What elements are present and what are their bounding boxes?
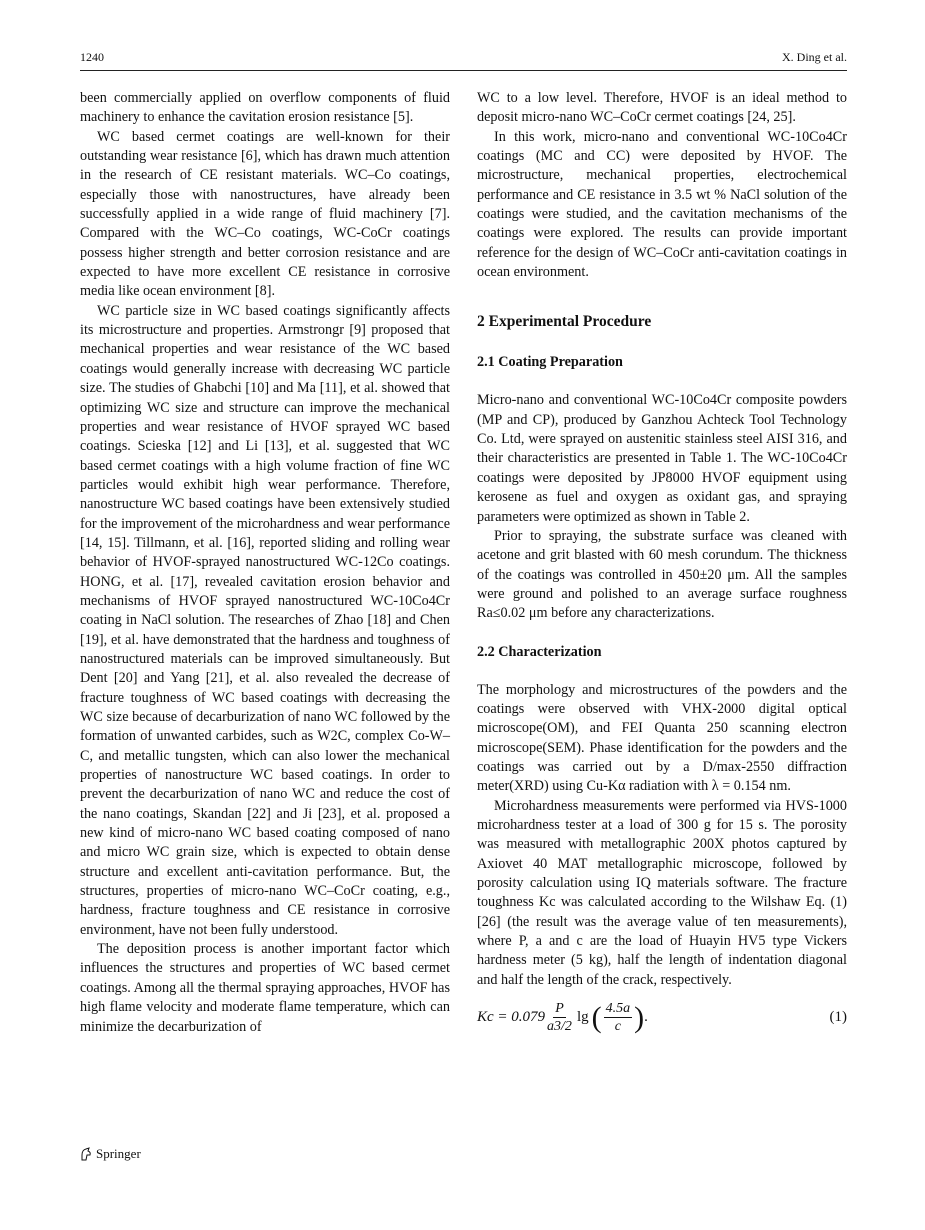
left-column	[80, 89, 450, 1037]
subsection-heading: 2.1 Coating Preparation	[477, 354, 623, 371]
paragraph: Prior to spraying, the substrate surface was cleaned with acetone and grit blasted with 60 mesh corundum. The thickness of the coatings was controlled in 450±20 μm. All the samples were ground and polished to an average surface roughness Ra≤0.02 μm before any characterizations.	[477, 527, 847, 622]
section-heading: 2 Experimental Procedure	[477, 313, 652, 331]
paragraph: The deposition process is another important factor which influences the structures and properties of WC based cermet coatings. Among all the thermal spraying approaches, HVOF has high flame velocity and moderate flame temperature, which can minimize the decarburization of	[80, 941, 450, 1035]
paragraph: The morphology and microstructures of the powders and the coatings were observed with VHX-2000 digital optical microscope(OM), and FEI Quanta 250 scanning electron microscope(SEM). Phase identification for the powders and the coatings was carried out by a D/max-2550 diffraction meter(XRD) using Cu-Kα radiation with λ = 0.154 nm.	[477, 681, 847, 795]
page-header	[80, 50, 847, 70]
fraction-denominator: c	[614, 1019, 621, 1035]
paragraph: Micro-nano and conventional WC-10Co4Cr composite powders (MP and CP), produced by Ganzhou Achteck Tool Technology Co. Ltd, were sprayed on austenitic stainless steel AISI 316, and their characteristics are presented in Table 1. The WC-10Co4Cr coatings were deposited by JP8000 HVOF equipment using kerosene as fuel and oxygen as oxidant gas, and spraying parameters were optimized as shown in Table 2.	[477, 392, 847, 525]
paragraph: WC based cermet coatings are well-known for their outstanding wear resistance [6], which has drawn much attention in the research of CE resistant materials. WC–Co coatings, especially those with nanostructures, have already been successfully applied in a wide range of fluid machinery [7]. Compared with the WC–Co coatings, WC-CoCr coatings possess higher strength and better corrosion resistance and are expected to have more excellent CE resistance in corrosive media like ocean environment [8].	[80, 128, 450, 300]
paragraph: Microhardness measurements were performed via HVS-1000 microhardness tester at a load of 300 g for 15 s. The porosity was measured with metallographic 200X photos captured by Axiovet 40 MAT metallographic microscope, followed by porosity calculation using IQ materials software. The fracture toughness Kc was calculated according to the Wilshaw Eq. (1) [26] (the result was the average value of ten measurements), where P, a and c are the load of Huayin HV5 type Vickers hardness meter (5 kg), half the length of indentation diagonal and half the length of the crack, respectively.	[477, 797, 847, 988]
right-column	[477, 89, 847, 1038]
running-authors: X. Ding et al.	[782, 50, 847, 64]
left-paren-icon: (	[591, 1000, 602, 1034]
subsection-heading: 2.2 Characterization	[477, 643, 602, 660]
header-rule	[80, 70, 847, 71]
fraction-numerator: 4.5a	[605, 1001, 631, 1017]
page-footer	[80, 1146, 141, 1162]
springer-horse-icon	[80, 1147, 92, 1161]
equation-lhs: Kc = 0.079	[477, 1008, 546, 1025]
right-paren-icon: )	[634, 1000, 645, 1034]
equation	[477, 998, 847, 1038]
log-operator: lg	[576, 1008, 589, 1025]
paragraph: In this work, micro-nano and conventional WC-10Co4Cr coatings (MC and CC) were deposited by HVOF. The microstructure, mechanical properties, electrochemical performance and CE resistance in 3.5 wt % NaCl solution of the coatings were studied, and the cavitation mechanisms of the coatings were explored. The results can provide important reference for the design of WC–CoCr anti-cavitation coatings in ocean environment.	[477, 128, 847, 281]
fraction-ratio	[604, 1000, 633, 1035]
page-number: 1240	[80, 50, 104, 64]
publisher-name: Springer	[96, 1146, 141, 1161]
equation-number: (1)	[829, 1009, 847, 1026]
fraction-denominator: a3/2	[547, 1019, 572, 1035]
fraction-numerator: P	[555, 1001, 564, 1017]
paragraph: been commercially applied on overflow components of fluid machinery to enhance the cavitation erosion resistance [5].	[80, 90, 450, 126]
fraction-load	[547, 1000, 572, 1035]
paragraph: WC particle size in WC based coatings significantly affects its microstructure and properties. Armstrongr [9] proposed that mechanical properties and wear resistance of the WC based coatings would generally increase with decreasing WC particle size. The studies of Ghabchi [10] and Ma [11], et al. showed that optimizing WC size and structure can improve the mechanical properties and wear resistance of HVOF sprayed WC based coatings. Scieska [12] and Li [13], et al. suggested that WC based cermet coatings with a high volume fraction of fine WC particles would exhibit high wear performance. Therefore, nanostructure WC based coatings have been extensively studied for the improvement of the microhardness and wear performance [14, 15]. Tillmann, et al. [16], reported sliding and rolling wear behavior of HVOF-sprayed nanostructured WC-12Co coatings. HONG, et al. [17], revealed cavitation erosion behavior and mechanisms of HVOF sprayed nanostructured WC-10Co4Cr coating in NaCl solution. The researches of Zhao [18] and Chen [19], et al. have demonstrated that the hardness and toughness of nanostructured materials can be improved simultaneously. But Dent [20] and Yang [21], et al. also revealed the decrease of fracture toughness of WC based coatings with decreasing the WC size because of decarburization of nano WC followed by the formation of unwanted carbides, such as W2C, complex Co-W–C, and metallic tungsten, which can also lower the mechanical properties of nanostructure WC based coatings. In order to prevent the decarburization of nano WC and reduce the cost of the nano coatings, Skandan [22] and Ji [23], et al. proposed a new kind of micro-nano WC based coating composed of nano and micro WC grain size, which is expected to obtain dense structure and excellent anti-cavitation performance. But, the structures, properties of micro-nano WC–CoCr coating, e.g., hardness, fracture toughness and CE resistance in corrosive environment, have not been fully understood.	[80, 302, 450, 938]
period: .	[644, 1008, 648, 1025]
paragraph: WC to a low level. Therefore, HVOF is an ideal method to deposit micro-nano WC–CoCr cermet coatings [24, 25].	[477, 90, 847, 126]
